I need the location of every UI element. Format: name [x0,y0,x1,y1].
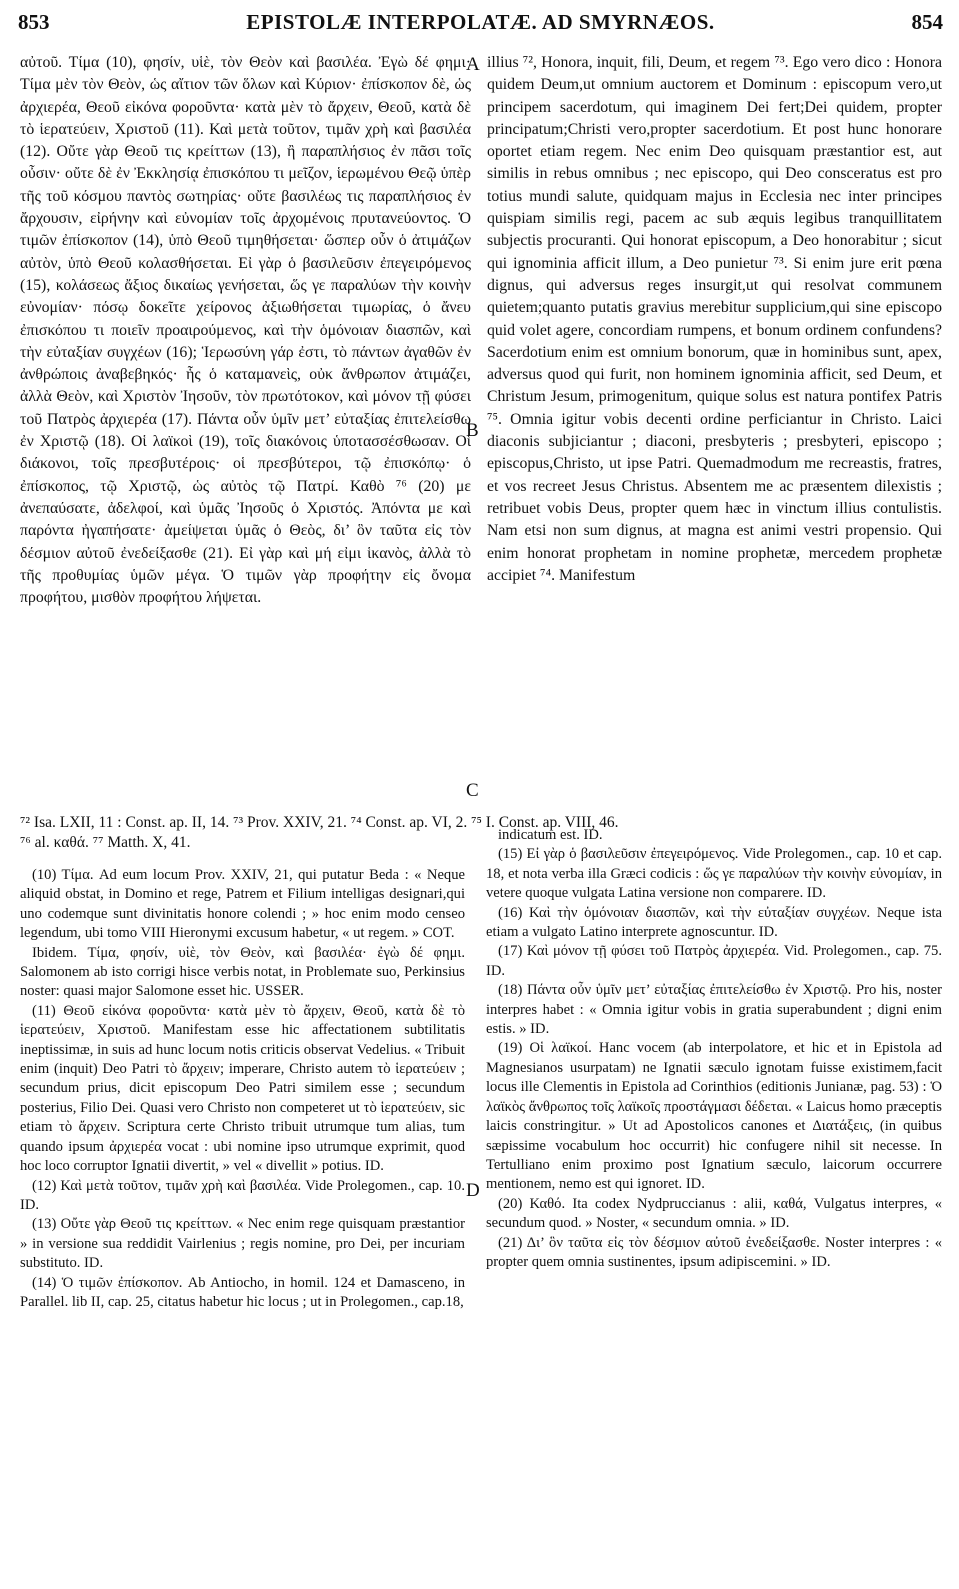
margin-letter-b: B [466,420,479,441]
note-paragraph: (17) Καὶ μόνον τῇ φύσει τοῦ Πατρὸς ἀρχιερέα. Vid. Prolegomen., cap. 75. ID. [486,943,942,979]
note-paragraph: (12) Καὶ μετὰ τοῦτον, τιμᾶν χρὴ καὶ βασιλέα. Vide Prolegomen., cap. 10. ID. [20,1177,465,1213]
note-paragraph: (20) Καθό. Ita codex Nydpruccianus : alii, καθά, Vulgatus interpres, « secundum quod. » Noster, « secundum omnia. » ID. [486,1195,942,1232]
note-paragraph: (11) Θεοῦ εἰκόνα φοροῦντα· κατὰ μὲν τὸ ἄρχειν, Θεοῦ, κατὰ δὲ τὸ ἱερατεύειν, Χριστοῦ. Manifestam esse hic affectationem subtilitatis ineptissimæ, in suis ad hunc locum notis criticis observat Vedelius. « Tribuit enim (inquit) Deo Patri τὸ ἄρχειν; imperare, Christo autem τὸ ἱερατεύειν ; secundum prius, dicit episcopum Deo Patri similem esse ; secundum posterius, Filio Dei. Quasi vero Christo non competeret ut τὸ ἱερατεύειν, sic etiam τὸ ἄρχειν. Scriptura certe Christo tribuit utrumque tum alias, tum quando ipsum ἀρχιερέα vocat : ubi nomine ipso utrumque exprimit, quod hoc loco corruptor Ignatii divertit, » vel « divellit » potius. ID. [20,1002,465,1175]
note-paragraph: (16) Καὶ τὴν ὁμόνοιαν διασπῶν, καὶ τὴν εὐταξίαν συγχέων. Neque ista etiam a vulgato Latino interprete agnoscuntur. ID. [486,904,942,941]
greek-paragraph: αὐτοῦ. Τίμα (10), φησίν, υἱὲ, τὸν Θεὸν καὶ βασιλέα. Ἐγὼ δέ φημι· Τίμα μὲν τὸν Θεὸν, ὡς αἴτιον τῶν ὅλων καὶ Κύριον· ἐπίσκοπον δὲ, ὡς ἀρχιερέα, Θεοῦ εἰκόνα φοροῦντα· κατὰ μὲν τὸ ἄρχειν, Θεοῦ, κατὰ δὲ τὸ ἱερατεύειν, Χριστοῦ (11). Καὶ μετὰ τοῦτον, τιμᾶν χρὴ καὶ βασιλέα (12). Οὔτε γὰρ Θεοῦ τις κρείττων (13), ἢ παραπλήσιος ἐν πᾶσι τοῖς οὖσιν· οὔτε δὲ ἐν Ἐκκλησίᾳ ἐπισκόπου τι μεῖζον, ἱερωμένου Θεῷ ὑπὲρ τῆς τοῦ κόσμου παντὸς σωτηρίας· οὔτε βασιλέως τις παραπλήσιος ἐν ἄρχουσιν, εἰρήνην καὶ εὐνομίαν τοῖς ἀρχομένοις πρυτανεύοντος. Ὁ τιμῶν ἐπίσκοπον (14), ὑπὸ Θεοῦ τιμηθήσεται· ὥσπερ οὖν ὁ ἀτιμάζων αὐτὸν, ὑπὸ Θεοῦ κολασθήσεται. Εἰ γὰρ ὁ βασιλεῦσιν ἐπεγειρόμενος (15), κολάσεως ἄξιος δικαίως γενήσεται, ὥς γε παραλύων τὴν κοινὴν εὐνομίαν· πόσῳ δοκεῖτε χείρονος ἀξιωθήσεται τιμωρίας, ὁ ἄνευ ἐπισκόπου τι ποιεῖν προαιρούμενος, καὶ τὴν ὁμόνοιαν διασπῶν, καὶ τὴν εὐταξίαν συγχέων (16); Ἱερωσύνη γάρ ἐστι, τὸ πάντων ἀγαθῶν ἐν ἀνθρώποις ἀναβεβηκός· ἧς ὁ καταμανεὶς, οὐκ ἄνθρωπον ἀτιμάζει, ἀλλὰ Θεὸν, καὶ Χριστὸν Ἰησοῦν, τὸν πρωτότοκον, καὶ μόνον τῇ φύσει τοῦ Πατρὸς ἀρχιερέα (17). Πάντα οὖν ὑμῖν μετ’ εὐταξίας ἐπιτελείσθω ἐν Χριστῷ (18). Οἱ λαϊκοὶ (19), τοῖς διακόνοις ὑποτασσέσθωσαν. Οἱ διάκονοι, τοῖς πρεσβυτέροις· οἱ πρεσβύτεροι, τῷ ἐπισκόπῳ· ὁ ἐπίσκοπος, τῷ Χριστῷ, ὡς αὐτὸς τῷ Πατρί. Καθὸ ⁷⁶ (20) με ἀνεπαύσατε, ἀδελφοί, καὶ ὑμᾶς Ἰησοῦς ὁ Χριστός. Ἀπόντα με καὶ παρόντα ἠγαπήσατε· ἀμείψεται ὑμᾶς ὁ Θεὸς, δι’ ὃν ταῦτα εἰς τὸν δέσμιον αὐτοῦ ἐνεδείξασθε (21). Εἰ γὰρ καὶ μή εἰμι ἱκανὸς, ἀλλὰ τὸ τῆς προθυμίας ὑμῶν μέγα. Ὁ τιμῶν γὰρ προφήτην εἰς ὄνομα προφήτου, μισθὸν προφήτου λήψεται. [20,54,471,607]
latin-paragraph: illius ⁷², Honora, inquit, fili, Deum, et regem ⁷³. Ego vero dico : Honora quidem Deum,ut omnium auctorem et Dominum : episcopum vero,ut principem sacerdotum, qui imaginem Dei fert;Dei quidem, propter principatum;Christi vero,propter sacerdotium. Et post hunc honorare oportet etiam regem. Nec enim Deo quisquam præstantior est, aut similis in rebus omnibus ; nec episcopo, qui Deo consceratus est pro totius mundi salute, quidquam majus in Ecclesia nec inter principes quispiam similis regi, pacem ac sub æquis legibus tranquillitatem subjectis procuranti. Qui honorat episcopum, a Deo honorabitur ; sicut qui ignominia afficit illum, a Deo punietur ⁷³. Si enim jure erit pœna dignus, qui adversus reges insurgit,ut qui resolvat communem quietem;quanto putatis gravius merebitur supplicium,qui sine episcopo quid volet agere, concordiam rumpens, et bonum ordinem confundens?Sacerdotium enim est omnium bonorum, quæ in hominibus sunt, apex, adversus quod qui furit, non hominem ignominia afficit, sed Deum, et Christum Jesum, primogenitum, quique solus est natura pontifex Patris ⁷⁵. Omnia igitur vobis decenti ordine perficiantur in Christo. Laici diaconis subjiciantur ; diaconi, presbyteris ; presbyteri, episcopo ; episcopus,Christo, ut ipse Patri. Quemadmodum me recreastis, fratres, et vos recreet Jesus Christus. Absentem me ac præsentem dilexistis ; retribuet vobis Deus, propter quem hæc in vinctum illius contulistis. Nam etsi non sum dignus, at magna est animi vestri propensio. Qui enim honorat prophetam in nomine prophetæ, mercedem prophetæ accipiet ⁷⁴. Manifestum [487,54,942,584]
latin-text-column [487,52,942,587]
note-paragraph: (13) Οὔτε γὰρ Θεοῦ τις κρείττων. « Nec enim rege quisquam præstantior » in versione sua reddidit Vairlenius ; regis nomine, pro Dei, per incuriam substituto. ID. [20,1216,465,1272]
page-number-right: 854 [911,10,943,34]
margin-letter-c: C [466,780,479,801]
margin-letter-d: D [466,1180,480,1201]
note-paragraph: (18) Πάντα οὖν ὑμῖν μετ’ εὐταξίας ἐπιτελείσθω ἐν Χριστῷ. Pro his, noster interpres habet : « Omnia igitur vobis in gratia superabundent ; digni enim estis. » ID. [486,982,942,1038]
note-paragraph: (19) Οἱ λαϊκοί. Hanc vocem (ab interpolatore, et hic et in Epistola ad Magnesianos usurpatam) ne Ignatii sæculo ignotam fuisse existimem,facit locus ille Clementis in Epistola ad Corinthios (editionis Junianæ, pag. 53) : Ὁ λαϊκὸς ἄνθρωπος τοῖς λαϊκοῖς προστάγμασι δέδεται. « Laicus homo præceptis laicis constringitur. » Ut ad Apostolicos canones et Διατάξεις, (in quibus sæpissime vocabulum hoc occurrit) hic confugere nihil sit necesse. In Tertulliano enim proximo post Ignatium sæculo, laicorum occurrere mentionem, nemo est qui ignoret. ID. [486,1040,942,1193]
note-paragraph: (10) Τίμα. Ad eum locum Prov. XXIV, 21, qui putatur Beda : « Neque aliquid obstat, in Domino et rege, Patrem et Filium intelligas designari,qui uno codemque sunt divinitatis honore colendi ; » hoc enim modo censeo legendum, ubi tomo VIII Hieronymi excusum habetur, « ut regem. » COT. [20,867,465,942]
note-paragraph: (15) Εἰ γὰρ ὁ βασιλεῦσιν ἐπεγειρόμενος. Vide Prolegomen., cap. 10 et cap. 18, et nota verba illa Græci codicis : ὥς γε παραλύων τὴν κοινὴν εὐνομίαν, in vetere quoque vulgata Latina versione non comparere. ID. [486,846,942,902]
notes-right-column [486,826,942,1272]
footnote-line: ⁷² Isa. LXII, 11 : Const. ap. II, 14. ⁷³ Prov. XXIV, 21. ⁷⁴ Const. ap. VI, 2. ⁷⁵ I. Const. ap. VIII, 46. [20,814,619,831]
greek-text-column [20,52,471,609]
note-paragraph: indicatum est. ID. [498,827,603,843]
note-paragraph: (21) Δι’ ὃν ταῦτα εἰς τὸν δέσμιον αὐτοῦ ἐνεδείξασθε. Noster interpres : « propter quem omnia sustinentes, ipsum adipiscemini. » ID. [486,1234,942,1270]
note-paragraph: (14) Ὁ τιμῶν ἐπίσκοπον. Ab Antiocho, in homil. 124 et Damasceno, in Parallel. lib II, cap. 25, citatus habetur hic locus ; ut in Prolegomen., cap.18, [20,1274,465,1310]
margin-letter-a: A [466,54,480,75]
footnote-line: ⁷⁶ al. καθά. ⁷⁷ Matth. X, 41. [20,834,191,851]
page-header [18,10,943,40]
notes-left-column [20,866,465,1312]
note-paragraph: Ibidem. Τίμα, φησίν, υἱὲ, τὸν Θεὸν, καὶ βασιλέα· ἐγὼ δέ φημι. Salomonem ab isto corrigi hisce verbis notat, in Problemate suo, Perkinsius noster: quasi major Salomone esset hic. USSER. [20,944,466,1000]
page-number-left: 853 [18,10,50,34]
running-title: EPISTOLÆ INTERPOLATÆ. AD SMYRNÆOS. [246,10,715,34]
